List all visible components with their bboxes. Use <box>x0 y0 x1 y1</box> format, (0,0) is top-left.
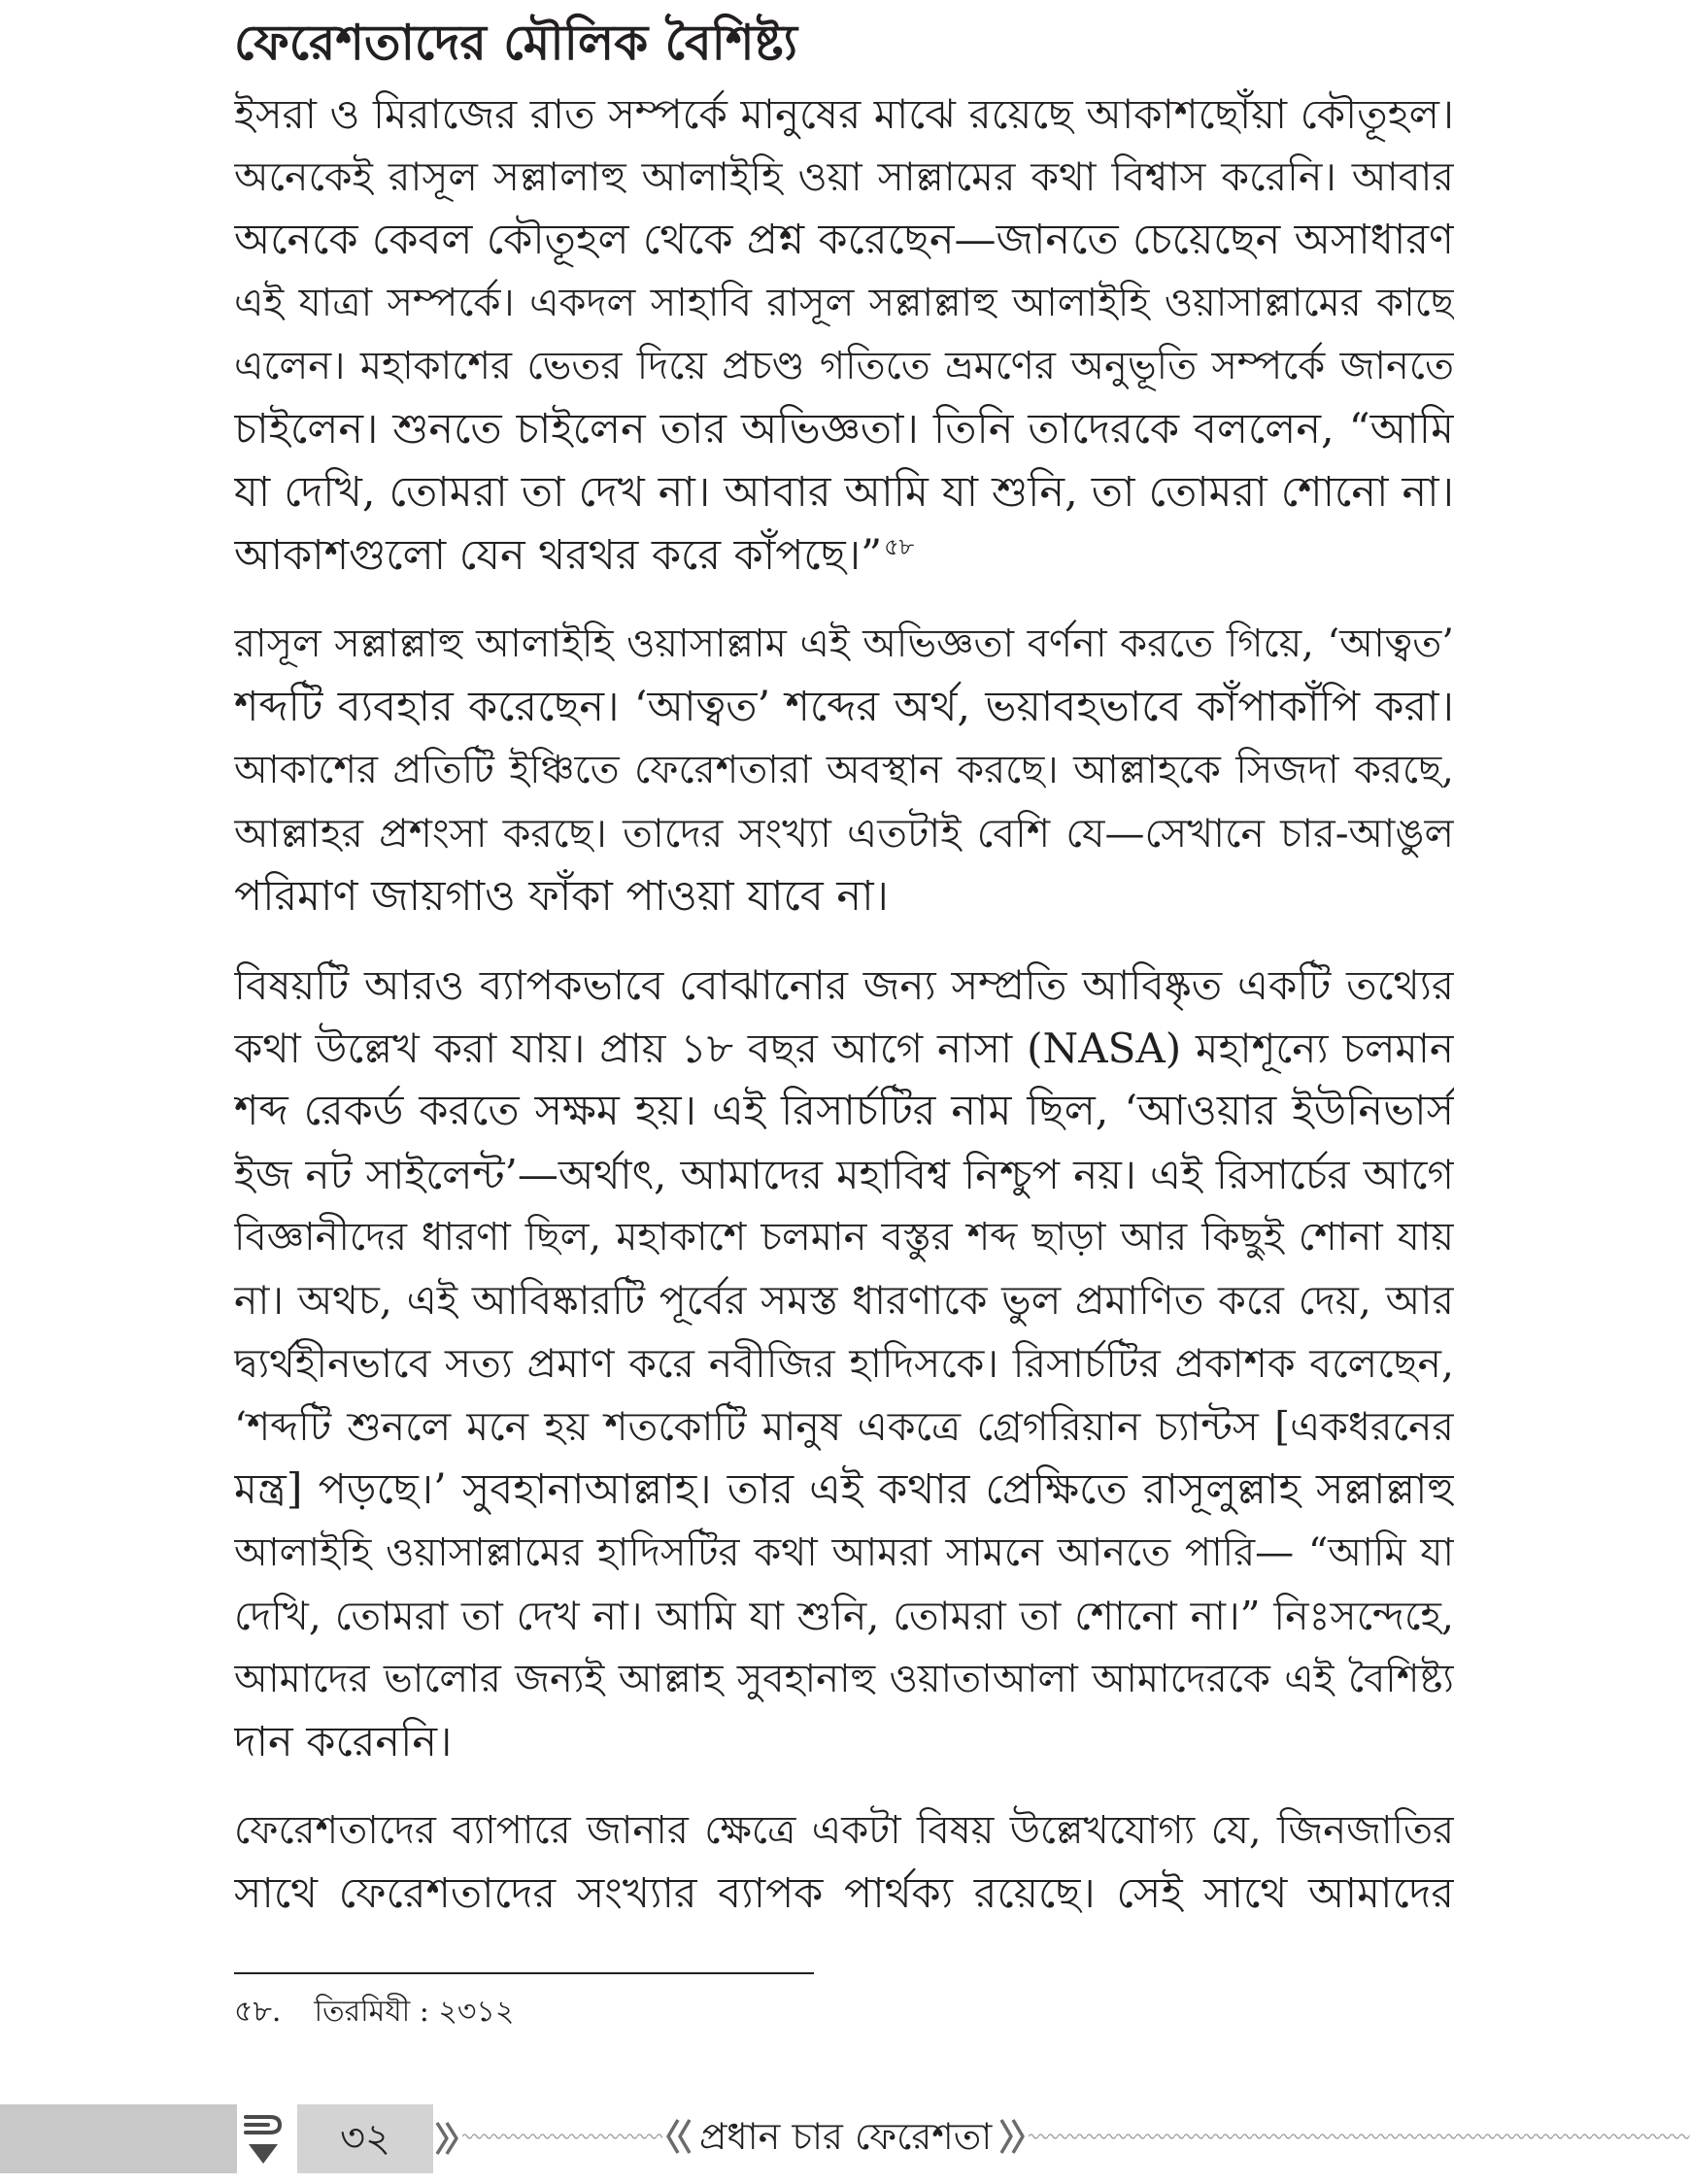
text-line: মন্ত্র] পড়ছে।’ সুবহানাআল্লাহ। তার এই কথার প্রেক্ষিতে রাসূলুল্লাহ সল্লাল্লাহু <box>234 1465 1454 1514</box>
page-number: ৩২ <box>339 2116 390 2161</box>
text-line <box>234 524 1454 588</box>
text-line: আলাইহি ওয়াসাল্লামের হাদিসটির কথা আমরা সামনে আনতে পারি— “আমি যা <box>234 1530 1454 1575</box>
text-line: অনেকে কেবল কৌতূহল থেকে প্রশ্ন করেছেন—জানতে চেয়েছেন অসাধারণ <box>234 216 1454 264</box>
text-line: অনেকেই রাসূল সল্লালাহু আলাইহি ওয়া সাল্লামের কথা বিশ্বাস করেনি। আবার <box>234 153 1454 200</box>
double-chevron-right-icon <box>996 2115 1029 2158</box>
footnote-text: তিরমিযী : ২৩১২ <box>314 1995 515 2029</box>
menu-down-icon <box>241 2107 286 2171</box>
paragraph-1 <box>234 83 1454 588</box>
book-title: প্রধান চার ফেরেশতা <box>699 2115 993 2158</box>
text-line: বিজ্ঞানীদের ধারণা ছিল, মহাকাশে চলমান বস্তুর শব্দ ছাড়া আর কিছুই শোনা যায় <box>234 1215 1454 1260</box>
paragraph-2 <box>234 613 1454 928</box>
footnote-number: ৫৮. <box>234 1995 282 2029</box>
text-line: রাসূল সল্লাল্লাহু আলাইহি ওয়াসাল্লাম এই অভিজ্ঞতা বর্ণনা করতে গিয়ে, ‘আত্বত’ <box>234 622 1454 666</box>
text-line: পরিমাণ জায়গাও ফাঁকা পাওয়া যাবে না। <box>234 872 889 921</box>
text-line: দেখি, তোমরা তা দেখ না। আমি যা শুনি, তোমরা তা শোনো না।” নিঃসন্দেহে, <box>234 1593 1454 1639</box>
text-line: বিষয়টি আরও ব্যাপকভাবে বোঝানোর জন্য সম্প্রতি আবিষ্কৃত একটি তথ্যের <box>234 961 1454 1009</box>
text-line: ‘শব্দটি শুনলে মনে হয় শতকোটি মানুষ একত্রে গ্রেগরিয়ান চ্যান্টস [একধরনের <box>234 1403 1454 1450</box>
wavy-divider-left <box>462 2131 662 2142</box>
double-chevron-right-icon <box>433 2117 462 2160</box>
footnote-reference: ৫৮ <box>884 532 915 560</box>
paragraph-3 <box>234 954 1454 1774</box>
text-line: আকাশের প্রতিটি ইঞ্চিতে ফেরেশতারা অবস্থান করছে। আল্লাহকে সিজদা করছে, <box>234 748 1454 792</box>
double-chevron-left-icon <box>662 2115 695 2158</box>
text-line: আল্লাহর প্রশংসা করছে। তাদের সংখ্যা এতটাই বেশি যে—সেখানে চার-আঙুল <box>234 810 1454 857</box>
text-line: ইসরা ও মিরাজের রাত সম্পর্কে মানুষের মাঝে রয়েছে আকাশছোঁয়া কৌতূহল। <box>234 90 1454 138</box>
text-line: এলেন। মহাকাশের ভেতর দিয়ে প্রচণ্ড গতিতে ভ্রমণের অনুভূতি সম্পর্কে জানতে <box>234 344 1454 388</box>
text-line: দ্ব্যর্থহীনভাবে সত্য প্রমাণ করে নবীজির হাদিসকে। রিসার্চটির প্রকাশক বলেছেন, <box>234 1340 1454 1387</box>
footnote-divider <box>234 1972 814 1974</box>
wavy-divider-right <box>1029 2131 1690 2142</box>
page-number-box <box>297 2104 433 2173</box>
body-text <box>234 83 1454 1951</box>
page-title: ফেরেশতাদের মৌলিক বৈশিষ্ট্য <box>234 14 798 71</box>
text-line: সাথে ফেরেশতাদের সংখ্যার ব্যাপক পার্থক্য রয়েছে। সেই সাথে আমাদের <box>234 1869 1454 1918</box>
text-line: ইজ নট সাইলেন্ট’—অর্থাৎ, আমাদের মহাবিশ্ব নিশ্চুপ নয়। এই রিসার্চের আগে <box>234 1151 1454 1198</box>
text-line: আমাদের ভালোর জন্যই আল্লাহ সুবহানাহু ওয়াতাআলা আমাদেরকে এই বৈশিষ্ট্য <box>234 1657 1454 1701</box>
footer-band <box>0 2104 237 2173</box>
text-line: শব্দ রেকর্ড করতে সক্ষম হয়। এই রিসার্চটির নাম ছিল, ‘আওয়ার ইউনিভার্স <box>234 1087 1454 1135</box>
text-line: ফেরেশতাদের ব্যাপারে জানার ক্ষেত্রে একটা বিষয় উল্লেখযোগ্য যে, জিনজাতির <box>234 1808 1454 1853</box>
text-line: চাইলেন। শুনতে চাইলেন তার অভিজ্ঞতা। তিনি তাদেরকে বললেন, “আমি <box>234 405 1454 454</box>
text-line: এই যাত্রা সম্পর্কে। একদল সাহাবি রাসূল সল্লাল্লাহু আলাইহি ওয়াসাল্লামের কাছে <box>234 281 1454 325</box>
running-title <box>462 2109 1690 2164</box>
paragraph-4 <box>234 1799 1454 1926</box>
text-line: না। অথচ, এই আবিষ্কারটি পূর্বের সমস্ত ধারণাকে ভুল প্রমাণিত করে দেয়, আর <box>234 1277 1454 1324</box>
text-line: কথা উল্লেখ করা যায়। প্রায় ১৮ বছর আগে নাসা (NASA) মহাশূন্যে চলমান <box>234 1025 1454 1072</box>
text-line: দান করেননি। <box>234 1718 453 1766</box>
footnote <box>234 1993 514 2032</box>
text-line: যা দেখি, তোমরা তা দেখ না। আবার আমি যা শুনি, তা তোমরা শোনো না। <box>234 468 1454 517</box>
text-line-content: আকাশগুলো যেন থরথর করে কাঁপছে।” <box>234 531 883 580</box>
text-line: শব্দটি ব্যবহার করেছেন। ‘আত্বত’ শব্দের অর্থ, ভয়াবহভাবে কাঁপাকাঁপি করা। <box>234 683 1454 731</box>
